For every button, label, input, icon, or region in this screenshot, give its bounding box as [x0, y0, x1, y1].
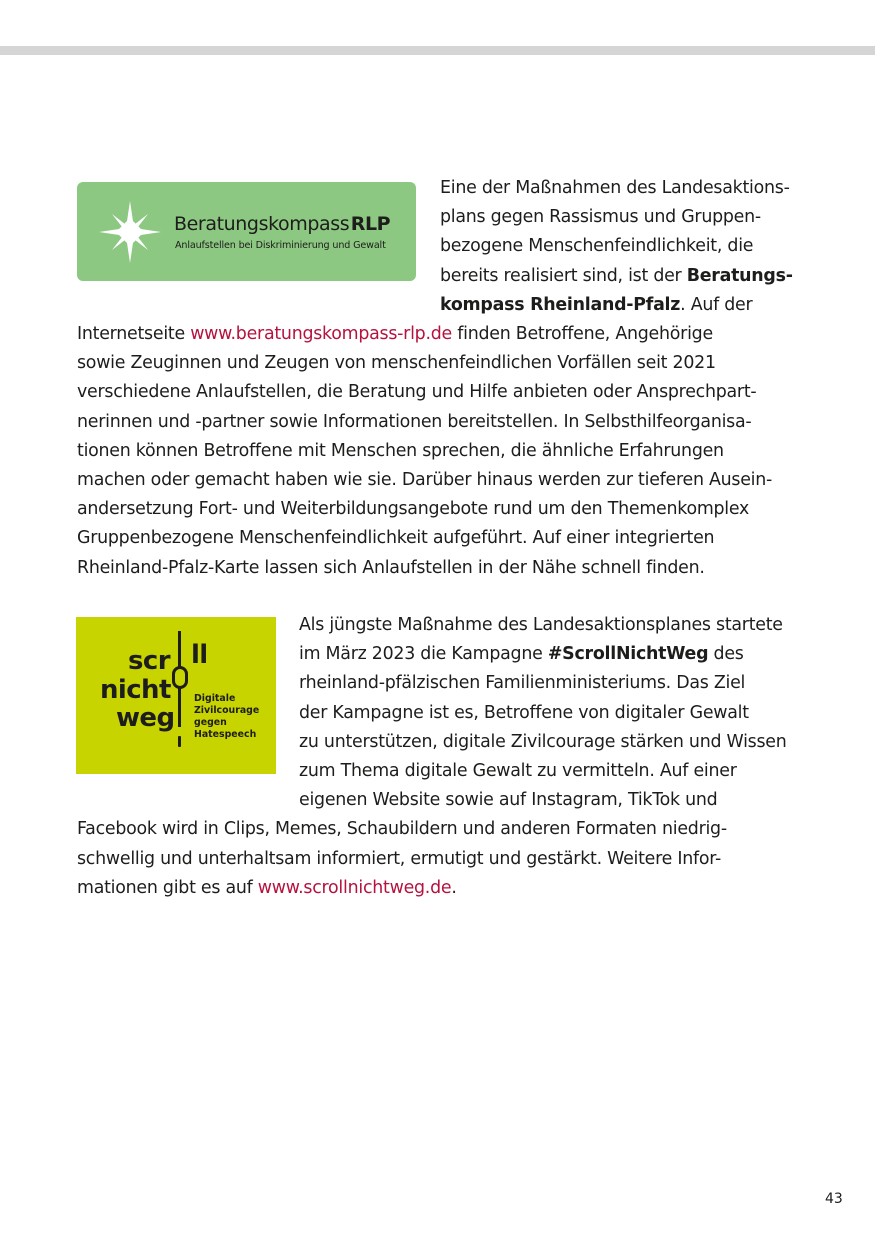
text-run: . [451, 877, 457, 898]
bold-text: kompass Rheinland-Pfalz [440, 294, 681, 315]
logo-word-weg: weg [116, 703, 175, 733]
text-run: Als jüngste Maßnahme des Landesaktionsplanes startete [299, 615, 783, 635]
text-line [77, 554, 803, 583]
bold-text: Beratungs- [686, 265, 793, 286]
tagline-line: Digitale [194, 693, 236, 704]
text-run: verschiedene Anlaufstellen, die Beratung und Hilfe anbieten oder Ansprechpart- [77, 382, 757, 403]
text-line [77, 291, 803, 320]
paragraph-text [77, 174, 803, 583]
text-run: Internetseite [77, 324, 191, 345]
tagline-line: Zivilcourage [194, 705, 260, 716]
logo-title-bold: RLP [350, 213, 391, 235]
text-run: der Kampagne ist es, Betroffene von digitaler Gewalt [299, 702, 749, 723]
text-line [77, 495, 803, 524]
text-line [77, 466, 803, 495]
logo-title-regular: Beratungskompass [174, 213, 350, 235]
text-line [77, 815, 803, 844]
logo-word-nicht: nicht [100, 675, 171, 705]
text-run: des [708, 644, 744, 665]
text-line [77, 757, 803, 786]
web-link[interactable]: www.scrollnichtweg.de [257, 877, 452, 898]
text-line [77, 232, 803, 261]
text-run: rheinland-pfälzischen Familienministeriums. Das Ziel [299, 673, 746, 694]
text-run: zu unterstützen, digitale Zivilcourage stärken und Wissen [299, 731, 787, 752]
text-line [77, 203, 803, 232]
text-line [77, 378, 803, 407]
text-line [77, 174, 803, 203]
text-line [77, 524, 803, 553]
text-run: bezogene Menschenfeindlichkeit, die [440, 236, 754, 257]
text-run: machen oder gemacht haben wie sie. Darüber hinaus werden zur tieferen Ausein- [77, 470, 773, 491]
text-line [77, 437, 803, 466]
text-run: mationen gibt es auf [77, 877, 258, 898]
text-line [77, 845, 803, 874]
text-run: plans gegen Rassismus und Gruppen- [440, 207, 761, 228]
text-line [77, 408, 803, 437]
paragraph-beratungskompass [77, 174, 803, 583]
logo-subtitle: Anlaufstellen bei Diskriminierung und Gewalt [175, 240, 386, 251]
text-line [77, 611, 803, 640]
paragraph-text [77, 611, 803, 903]
page-number: 43 [825, 1191, 843, 1207]
text-run: . Auf der [680, 294, 753, 315]
text-run: sowie Zeuginnen und Zeugen von menschenfeindlichen Vorfällen seit 2021 [77, 353, 716, 374]
paragraph-scrollnichtweg [77, 611, 803, 903]
web-link[interactable]: www.beratungskompass-rlp.de [190, 324, 452, 345]
text-line [77, 262, 803, 291]
text-line [77, 669, 803, 698]
text-line [77, 349, 803, 378]
logo-word-ll: ll [191, 640, 208, 670]
text-run: bereits realisiert sind, ist der [440, 265, 687, 286]
text-run: im März 2023 die Kampagne [299, 644, 548, 665]
top-divider [0, 46, 875, 55]
text-line [77, 728, 803, 757]
text-line [77, 640, 803, 669]
text-run: finden Betroffene, Angehörige [451, 324, 713, 345]
tagline-line: gegen [194, 717, 227, 728]
tagline-line: Hatespeech [194, 729, 257, 740]
text-run: nerinnen und -partner sowie Informationen bereitstellen. In Selbsthilfeorganisa- [77, 411, 752, 432]
text-run: Facebook wird in Clips, Memes, Schaubildern und anderen Formaten niedrig- [77, 819, 727, 840]
text-run: schwellig und unterhaltsam informiert, ermutigt und gestärkt. Weitere Infor- [77, 848, 722, 869]
logo-word-scr: scr [128, 646, 170, 676]
text-run: zum Thema digitale Gewalt zu vermitteln. Auf einer [299, 761, 737, 782]
text-run: eigenen Website sowie auf Instagram, TikTok und [299, 790, 718, 811]
text-run: tionen können Betroffene mit Menschen sprechen, die ähnliche Erfahrungen [77, 440, 724, 461]
text-line [77, 786, 803, 815]
text-run: Gruppenbezogene Menschenfeindlichkeit aufgeführt. Auf einer integrierten [77, 528, 715, 549]
text-line [77, 699, 803, 728]
text-line [77, 320, 803, 349]
text-line [77, 874, 803, 903]
text-run: Eine der Maßnahmen des Landesaktions- [440, 178, 790, 198]
bold-text: #ScrollNichtWeg [547, 644, 709, 665]
text-run: andersetzung Fort- und Weiterbildungsangebote rund um den Themenkomplex [77, 499, 750, 520]
text-run: Rheinland-Pfalz-Karte lassen sich Anlaufstellen in der Nähe schnell finden. [77, 557, 705, 578]
